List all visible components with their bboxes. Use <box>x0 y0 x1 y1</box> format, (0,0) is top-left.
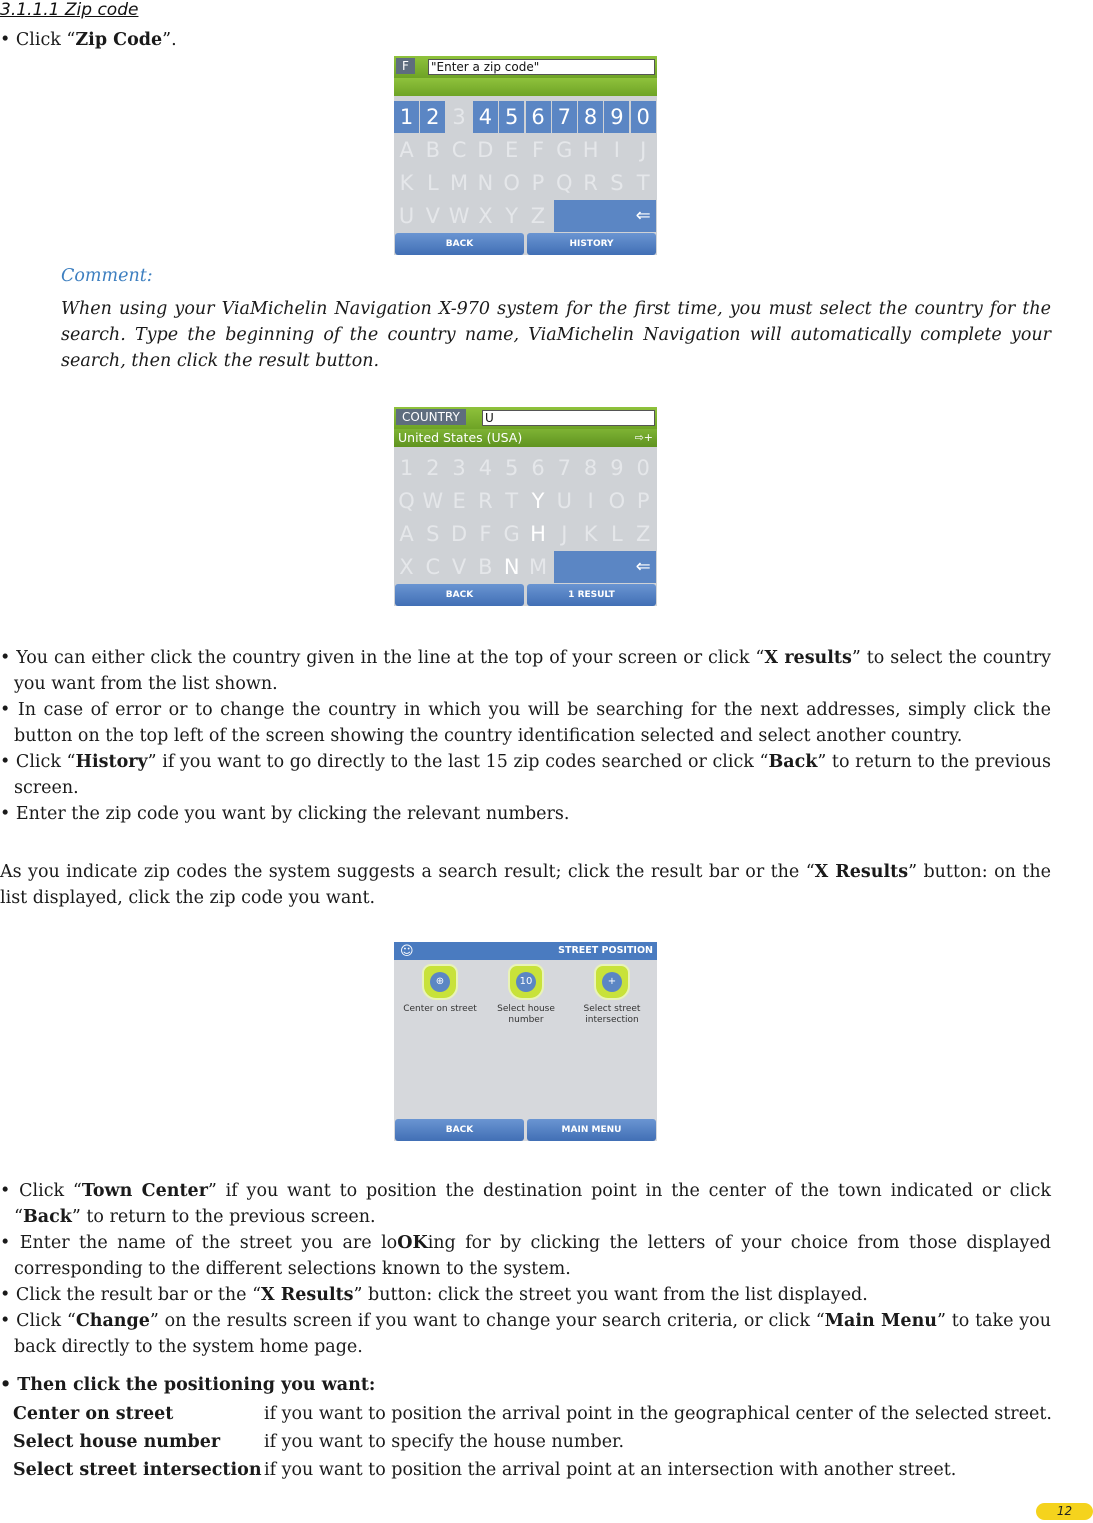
house-number-icon: 10 <box>508 964 544 1000</box>
main-menu-button[interactable]: MAIN MENU <box>527 1119 656 1141</box>
input-bar <box>394 407 657 429</box>
key-e[interactable]: E <box>505 138 519 162</box>
key-1[interactable]: 1 <box>399 456 414 480</box>
screen-title: STREET POSITION <box>558 945 653 956</box>
result-button[interactable]: 1 RESULT <box>527 584 656 606</box>
key-i[interactable]: I <box>613 138 620 162</box>
key-x[interactable]: X <box>399 555 414 579</box>
key-n[interactable]: N <box>503 555 520 579</box>
bullet-item: • Click “Change” on the results screen if you want to change your search criteria, or click “Main Menu” to take you back directly to the system home page. <box>0 1311 1051 1357</box>
results-paragraph <box>0 859 1051 911</box>
key-b[interactable]: B <box>478 555 493 579</box>
key-1[interactable]: 1 <box>394 101 419 133</box>
key-9[interactable]: 9 <box>610 456 624 480</box>
key-f[interactable]: F <box>479 522 492 546</box>
bullet-item: • You can either click the country given in the line at the top of your screen or click “X results” to select the country you want from the list shown. <box>0 648 1051 694</box>
option-select-street-intersection[interactable] <box>569 964 655 1026</box>
key-k[interactable]: K <box>583 522 598 546</box>
key-0[interactable]: 0 <box>636 456 650 480</box>
back-button[interactable]: BACK <box>395 233 524 255</box>
key-8[interactable]: 8 <box>583 456 598 480</box>
back-button[interactable]: BACK <box>395 1119 524 1141</box>
bullet-item: • Click the result bar or the “X Results” button: click the street you want from the list displayed. <box>0 1285 868 1305</box>
key-n[interactable]: N <box>477 171 494 195</box>
key-u[interactable]: U <box>556 489 572 513</box>
para-pre: As you indicate zip codes the system suggests a search result; click the result bar or the “ <box>0 862 815 882</box>
para-bold: X Results <box>814 862 909 882</box>
bottom-buttons <box>394 584 657 606</box>
option-label: Select house number <box>497 1004 555 1025</box>
backspace-icon[interactable]: ⇐ <box>631 200 656 232</box>
key-3[interactable]: 3 <box>452 456 466 480</box>
key-0[interactable]: 0 <box>631 101 656 133</box>
intersection-icon: + <box>594 964 630 1000</box>
key-h[interactable]: H <box>582 138 599 162</box>
country-input[interactable]: U <box>482 410 655 426</box>
bullet-item: • Enter the name of the street you are loOKing for by clicking the letters of your choice from those displayed corresponding to the different selections known to the system. <box>0 1233 1052 1279</box>
result-bar[interactable] <box>394 78 657 96</box>
key-6[interactable]: 6 <box>526 101 551 133</box>
bottom-buttons <box>394 1119 657 1141</box>
positioning-lead: • Then click the positioning you want: <box>0 1375 376 1395</box>
result-arrow-icon: ⇨+ <box>634 431 653 444</box>
street-position-screen <box>394 942 657 1141</box>
key-i[interactable]: I <box>587 489 594 513</box>
zip-code-screen <box>394 56 657 255</box>
key-y[interactable]: Y <box>531 489 545 513</box>
key-y[interactable]: Y <box>505 204 519 228</box>
key-b[interactable]: B <box>425 138 440 162</box>
key-s[interactable]: S <box>610 171 624 195</box>
key-r[interactable]: R <box>478 489 493 513</box>
result-text: United States (USA) <box>398 430 523 445</box>
key-z[interactable]: Z <box>530 204 546 228</box>
key-j[interactable]: J <box>561 522 568 546</box>
back-button[interactable]: BACK <box>395 584 524 606</box>
section-heading: 3.1.1.1 Zip code <box>0 0 139 20</box>
option-label: Select street intersection <box>583 1004 641 1025</box>
key-s[interactable]: S <box>426 522 440 546</box>
intro-pre: • Click “ <box>0 30 76 50</box>
key-o[interactable]: O <box>503 171 520 195</box>
key-l[interactable]: L <box>611 522 623 546</box>
key-c[interactable]: C <box>451 138 467 162</box>
key-q[interactable]: Q <box>556 171 573 195</box>
key-c[interactable]: C <box>425 555 441 579</box>
key-4[interactable]: 4 <box>473 101 498 133</box>
bullet-item: • Click “Town Center” if you want to position the destination point in the center of the town indicated or click “Back” to return to the previous screen. <box>0 1181 1051 1227</box>
key-p[interactable]: P <box>636 489 650 513</box>
key-p[interactable]: P <box>531 171 545 195</box>
bottom-buttons <box>394 233 657 255</box>
positioning-definition: if you want to position the arrival point in the geographical center of the selected street. <box>264 1404 1052 1424</box>
key-t[interactable]: T <box>505 489 519 513</box>
bullet-item: • Click “History” if you want to go directly to the last 15 zip codes searched or click “Back” to return to the previous screen. <box>0 752 1052 798</box>
key-w[interactable]: W <box>422 489 444 513</box>
history-button[interactable]: HISTORY <box>527 233 656 255</box>
key-l[interactable]: L <box>426 171 439 195</box>
intro-bold: Zip Code <box>75 30 163 50</box>
street-position-header <box>394 942 657 960</box>
positioning-term: Select street intersection <box>13 1460 262 1480</box>
key-j[interactable]: J <box>640 138 647 162</box>
key-t[interactable]: T <box>636 171 650 195</box>
key-7[interactable]: 7 <box>557 456 571 480</box>
key-5[interactable]: 5 <box>505 456 519 480</box>
space-key[interactable] <box>554 200 631 232</box>
key-8[interactable]: 8 <box>578 101 603 133</box>
key-o[interactable]: O <box>608 489 626 513</box>
positioning-definition: if you want to specify the house number. <box>264 1432 625 1452</box>
key-4[interactable]: 4 <box>478 456 493 480</box>
key-e[interactable]: E <box>452 489 466 513</box>
zip-input[interactable]: "Enter a zip code" <box>428 59 655 75</box>
country-tag-button[interactable]: COUNTRY <box>396 409 466 425</box>
key-d[interactable]: D <box>451 522 468 546</box>
key-g[interactable]: G <box>556 138 573 162</box>
positioning-term: Select house number <box>13 1432 221 1452</box>
country-tag-button[interactable]: F <box>396 58 415 74</box>
key-w[interactable]: W <box>448 204 470 228</box>
key-x[interactable]: X <box>478 204 493 228</box>
key-9[interactable]: 9 <box>604 101 629 133</box>
key-3[interactable]: 3 <box>452 105 466 129</box>
backspace-icon[interactable]: ⇐ <box>631 551 656 583</box>
target-icon: ⊕ <box>422 964 458 1000</box>
input-bar <box>394 56 657 78</box>
key-m[interactable]: M <box>528 555 548 579</box>
intro-line <box>0 27 177 53</box>
key-z[interactable]: Z <box>635 522 651 546</box>
positioning-definition: if you want to position the arrival point at an intersection with another street. <box>264 1460 957 1480</box>
space-key[interactable] <box>554 551 631 583</box>
key-2[interactable]: 2 <box>420 101 445 133</box>
key-d[interactable]: D <box>477 138 494 162</box>
key-q[interactable]: Q <box>398 489 415 513</box>
bullet-item: • In case of error or to change the country in which you will be searching for the next addresses, simply click the button on the top left of the screen showing the country identification selected and select another country. <box>0 700 1051 746</box>
key-a[interactable]: A <box>399 138 414 162</box>
bullet-list-2 <box>0 1178 1051 1360</box>
key-v[interactable]: V <box>451 555 467 579</box>
bullet-item: • Enter the zip code you want by clicking the relevant numbers. <box>0 804 570 824</box>
key-h[interactable]: H <box>530 522 546 546</box>
key-a[interactable]: A <box>399 522 414 546</box>
key-2[interactable]: 2 <box>426 456 440 480</box>
key-f[interactable]: F <box>531 138 545 162</box>
michelin-man-icon: ☺ <box>400 944 414 959</box>
key-g[interactable]: G <box>503 522 520 546</box>
country-result-bar[interactable] <box>394 429 657 447</box>
key-7[interactable]: 7 <box>552 101 577 133</box>
option-label: Center on street <box>403 1004 477 1014</box>
comment-title: Comment: <box>61 266 153 286</box>
option-select-house-number[interactable] <box>483 964 569 1026</box>
key-6[interactable]: 6 <box>531 456 545 480</box>
positioning-term: Center on street <box>13 1404 174 1424</box>
key-u[interactable]: U <box>398 204 415 228</box>
key-m[interactable]: M <box>450 171 469 195</box>
page-number: 12 <box>1036 1503 1093 1520</box>
comment-body: When using your ViaMichelin Navigation X-970 system for the first time, you must select the country for the search. Type the beginning of the country name, ViaMichelin Navigation will automatically complete your search, then click the result button. <box>61 299 1051 371</box>
key-5[interactable]: 5 <box>499 101 524 133</box>
country-screen <box>394 407 657 606</box>
para-post: ” button: on the list displayed, click the zip code you want. <box>0 862 1052 908</box>
key-r[interactable]: R <box>583 171 598 195</box>
intro-post: ”. <box>162 30 177 50</box>
bullet-list-1 <box>0 645 1051 827</box>
key-v[interactable]: V <box>425 204 440 228</box>
option-center-on-street[interactable] <box>397 964 483 1015</box>
key-k[interactable]: K <box>399 171 414 195</box>
